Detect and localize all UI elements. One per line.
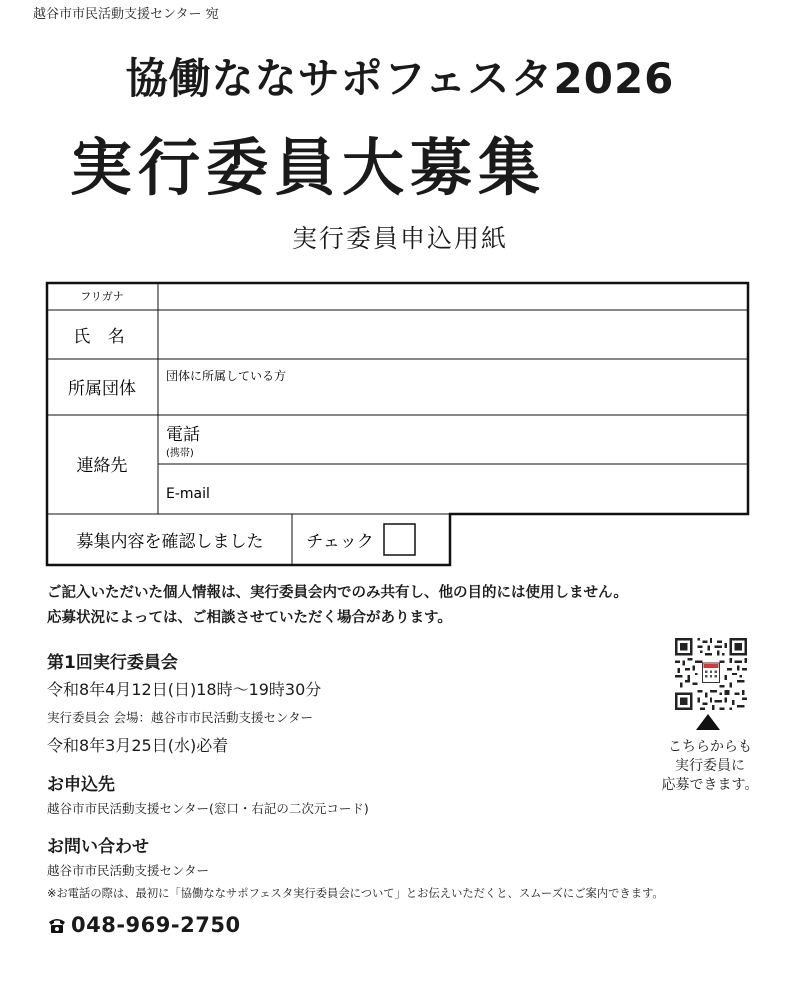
deadline: 令和8年3月25日(水)必着 bbox=[47, 736, 229, 755]
furigana-field[interactable] bbox=[159, 284, 747, 309]
meeting-venue: 実行委員会 会場：越谷市市民活動支援センター bbox=[47, 710, 313, 725]
name-label: 氏 名 bbox=[73, 327, 131, 347]
phone-label: 電話 bbox=[166, 425, 200, 445]
confirm-label: 募集内容を確認しました bbox=[76, 532, 264, 552]
inquiry-name: 越谷市市民活動支援センター bbox=[47, 863, 210, 878]
qr-caption-line: 応募できます。 bbox=[661, 777, 759, 793]
addressee: 越谷市市民活動支援センター 宛 bbox=[33, 7, 219, 22]
phone-icon bbox=[47, 915, 67, 935]
phone-number[interactable]: 048-969-2750 bbox=[71, 913, 241, 937]
arrow-up-icon bbox=[696, 714, 720, 730]
privacy-note-2: 応募状況によっては、ご相談させていただく場合があります。 bbox=[47, 610, 452, 626]
inquiry-note: ※お電話の際は、最初に「協働ななサポフェスタ実行委員会について」とお伝えいただくと、スムーズにご案内できます。 bbox=[47, 887, 664, 900]
org-field[interactable] bbox=[159, 360, 747, 414]
org-label: 所属団体 bbox=[68, 379, 136, 399]
phone-field[interactable] bbox=[200, 416, 747, 463]
email-field[interactable] bbox=[230, 465, 747, 513]
phone-sub-label: (携帯) bbox=[166, 448, 194, 459]
furigana-label: フリガナ bbox=[80, 290, 124, 303]
qr-caption bbox=[640, 738, 780, 795]
recruit-heading: 実行委員大募集 bbox=[70, 131, 547, 204]
qr-caption-line: こちらからも bbox=[668, 739, 752, 755]
email-label: E-mail bbox=[166, 486, 210, 502]
confirm-checkbox[interactable] bbox=[384, 524, 415, 555]
form-subtitle: 実行委員申込用紙 bbox=[291, 224, 508, 253]
apply-heading: お申込先 bbox=[47, 775, 115, 795]
inquiry-heading: お問い合わせ bbox=[47, 837, 149, 857]
name-field[interactable] bbox=[159, 311, 747, 358]
meeting-heading: 第1回実行委員会 bbox=[47, 653, 178, 673]
apply-text: 越谷市市民活動支援センター(窓口・右記の二次元コード) bbox=[47, 801, 369, 816]
qr-caption-line: 実行委員に bbox=[675, 758, 745, 774]
qr-code-icon[interactable] bbox=[675, 638, 747, 710]
event-title: 協働ななサポフェスタ2026 bbox=[125, 54, 675, 103]
privacy-note-1: ご記入いただいた個人情報は、実行委員会内でのみ共有し、他の目的には使用しません。 bbox=[47, 585, 628, 601]
check-label: チェック bbox=[306, 532, 374, 552]
meeting-datetime: 令和8年4月12日(日)18時～19時30分 bbox=[47, 680, 322, 699]
contact-label: 連絡先 bbox=[76, 456, 128, 476]
